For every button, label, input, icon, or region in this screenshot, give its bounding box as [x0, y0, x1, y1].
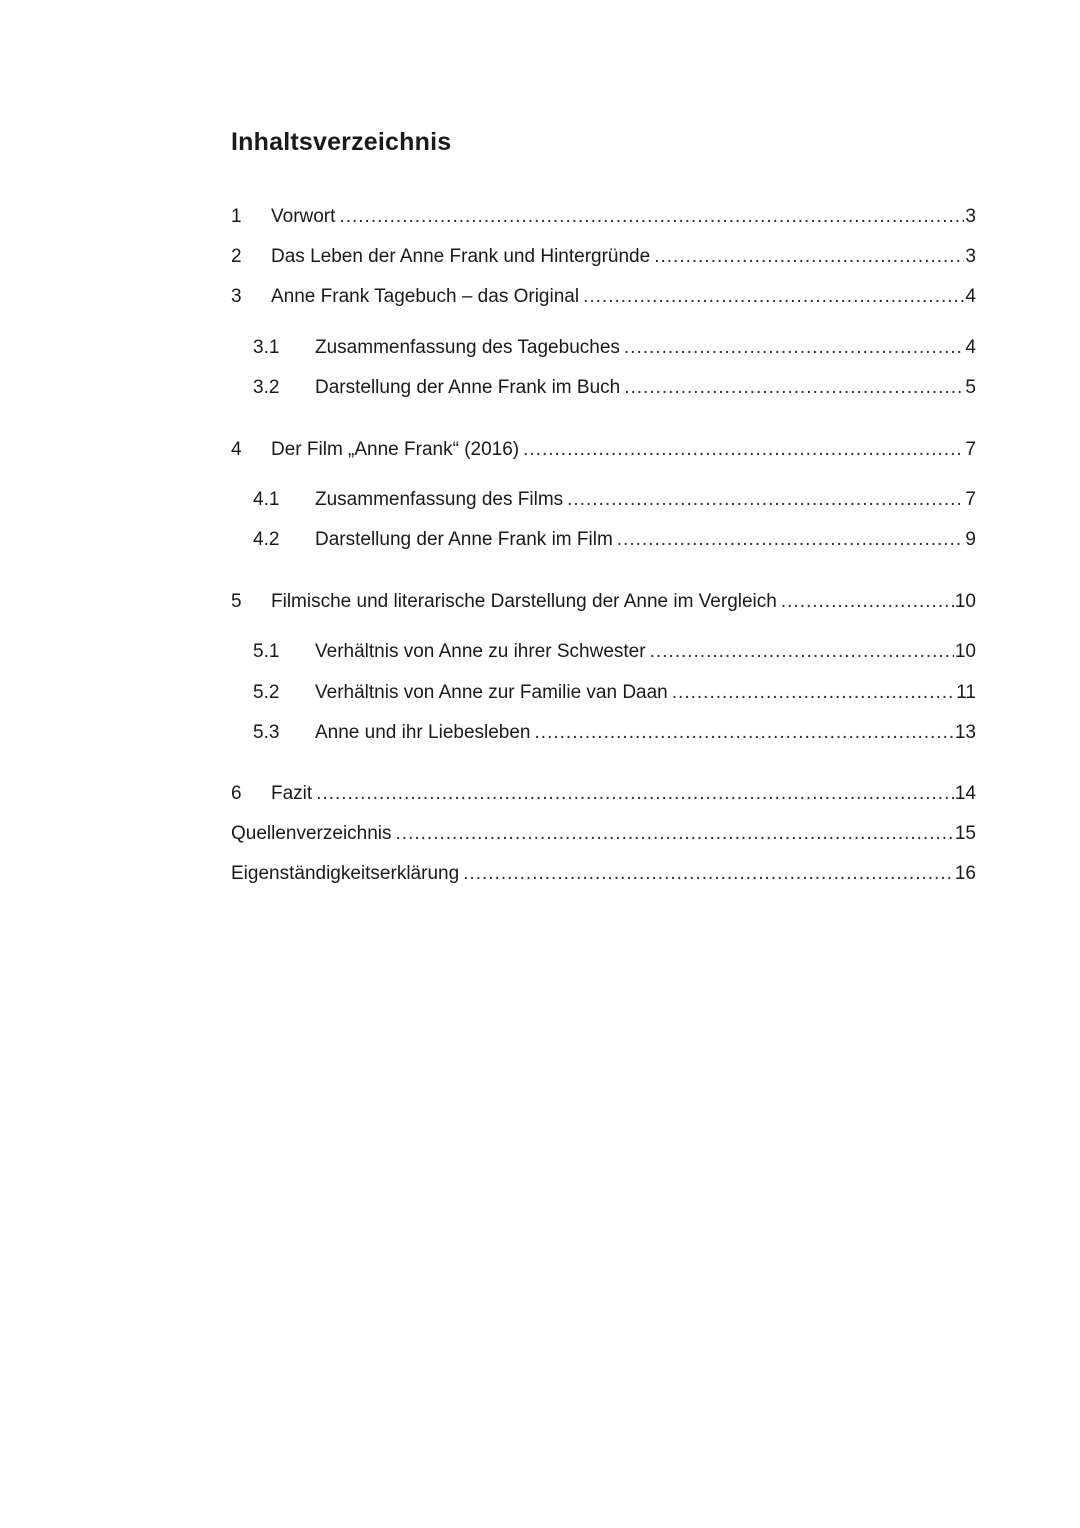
- toc-entry-number: 5.1: [253, 641, 280, 662]
- toc-entry-text: Zusammenfassung des Films: [315, 489, 564, 510]
- toc-dot-leader: [567, 487, 964, 513]
- toc-dot-leader: [583, 284, 964, 310]
- toc-entry-page: 15: [954, 823, 976, 844]
- toc-entry-number: 1: [231, 206, 242, 227]
- toc-entry-text: Der Film „Anne Frank“ (2016): [271, 439, 520, 460]
- toc-dot-leader: [624, 375, 964, 401]
- toc-entry-5-3[interactable]: [253, 720, 976, 746]
- toc-entry-5[interactable]: [231, 589, 976, 615]
- toc-entry-eigenstaendigkeitserklaerung[interactable]: [231, 861, 976, 887]
- toc-dot-leader: [535, 720, 954, 746]
- toc-entry-text: Verhältnis von Anne zur Familie van Daan: [315, 682, 668, 703]
- toc-entry-text: Filmische und literarische Darstellung der Anne im Vergleich: [271, 591, 777, 612]
- toc-dot-leader: [396, 821, 954, 847]
- toc-entry-5-1[interactable]: [253, 639, 976, 665]
- toc-dot-leader: [523, 437, 964, 463]
- toc-entry-page: 13: [954, 722, 976, 743]
- toc-entry-text: Darstellung der Anne Frank im Buch: [315, 377, 621, 398]
- toc-entry-page: 16: [954, 863, 976, 884]
- toc-entry-number: 4.2: [253, 529, 280, 550]
- toc-dot-leader: [339, 204, 964, 230]
- toc-dot-leader: [463, 861, 954, 887]
- toc-entry-page: 11: [956, 682, 976, 703]
- toc-entry-page: 9: [965, 529, 976, 550]
- toc-entry-number: 3.1: [253, 337, 280, 358]
- toc-entry-page: 4: [965, 286, 976, 307]
- toc-dot-leader: [650, 639, 954, 665]
- toc-entry-page: 10: [954, 591, 976, 612]
- toc-entry-number: 4.1: [253, 489, 280, 510]
- toc-entry-3[interactable]: [231, 284, 976, 310]
- toc-entry-page: 7: [965, 439, 976, 460]
- toc-entry-1[interactable]: [231, 204, 976, 230]
- toc-entry-text: Darstellung der Anne Frank im Film: [315, 529, 613, 550]
- toc-entry-text: Fazit: [271, 783, 313, 804]
- toc-entry-number: 3.2: [253, 377, 280, 398]
- toc-entry-2[interactable]: [231, 244, 976, 270]
- toc-entry-text: Vorwort: [271, 206, 336, 227]
- toc-dot-leader: [672, 680, 956, 706]
- toc-entry-quellenverzeichnis[interactable]: [231, 821, 976, 847]
- toc-entry-page: 3: [965, 206, 976, 227]
- toc-entry-text: Eigenständigkeitserklärung: [231, 863, 460, 884]
- toc-entry-3-2[interactable]: [253, 375, 976, 401]
- toc-entry-4-1[interactable]: [253, 487, 976, 513]
- toc-title: Inhaltsverzeichnis: [231, 128, 452, 156]
- toc-entry-3-1[interactable]: [253, 335, 976, 361]
- toc-entry-page: 3: [965, 246, 976, 267]
- toc-entry-5-2[interactable]: [253, 680, 976, 706]
- toc-dot-leader: [781, 589, 954, 615]
- toc-dot-leader: [654, 244, 964, 270]
- toc-entry-page: 7: [965, 489, 976, 510]
- toc-dot-leader: [624, 335, 965, 361]
- toc-entry-4[interactable]: [231, 437, 976, 463]
- toc-entry-text: Quellenverzeichnis: [231, 823, 392, 844]
- toc-entry-number: 3: [231, 286, 242, 307]
- toc-entry-page: 14: [954, 783, 976, 804]
- toc-entry-page: 5: [965, 377, 976, 398]
- toc-entry-number: 5.3: [253, 722, 280, 743]
- toc-entry-6[interactable]: [231, 781, 976, 807]
- toc-entry-number: 5.2: [253, 682, 280, 703]
- toc-dot-leader: [617, 527, 965, 553]
- toc-entry-text: Zusammenfassung des Tagebuches: [315, 337, 620, 358]
- toc-entry-text: Anne und ihr Liebesleben: [315, 722, 531, 743]
- toc-entry-number: 6: [231, 783, 242, 804]
- toc-dot-leader: [316, 781, 954, 807]
- toc-entry-text: Anne Frank Tagebuch – das Original: [271, 286, 580, 307]
- toc-entry-page: 10: [954, 641, 976, 662]
- toc-entry-number: 2: [231, 246, 242, 267]
- toc-entry-number: 5: [231, 591, 242, 612]
- toc-entry-text: Verhältnis von Anne zu ihrer Schwester: [315, 641, 646, 662]
- toc-entry-4-2[interactable]: [253, 527, 976, 553]
- toc-entry-page: 4: [965, 337, 976, 358]
- toc-entry-text: Das Leben der Anne Frank und Hintergründe: [271, 246, 651, 267]
- toc-entry-number: 4: [231, 439, 242, 460]
